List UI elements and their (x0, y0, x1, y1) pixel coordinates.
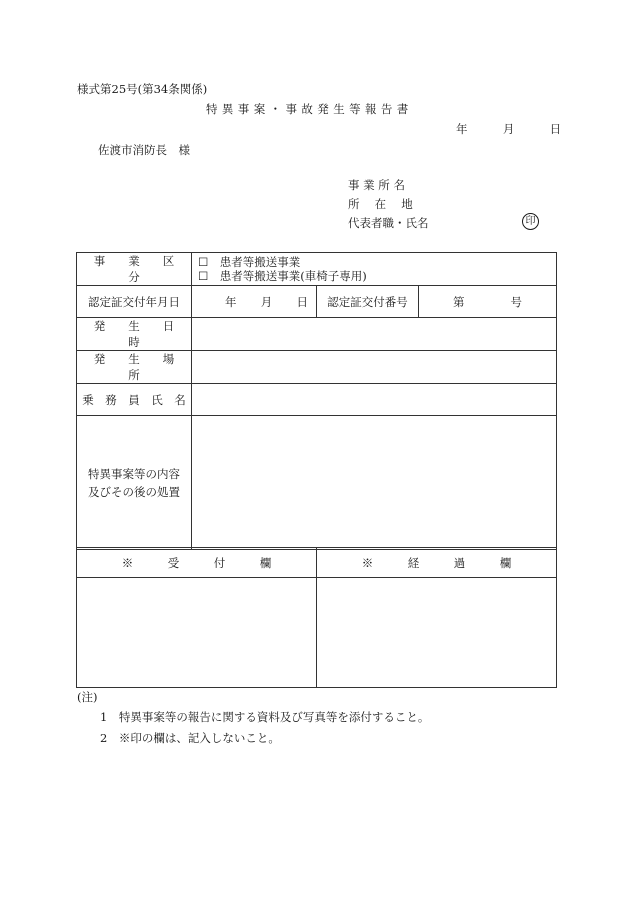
occurrence-datetime-label: 発 生 日 時 (77, 318, 192, 351)
details-label-line1: 特異事案等の内容 (88, 466, 180, 481)
details-field[interactable] (192, 416, 557, 550)
details-label-line2: 及びその後の処置 (88, 484, 180, 499)
business-category-row (77, 253, 557, 286)
details-label (77, 416, 192, 550)
certificate-row (77, 286, 557, 318)
seal-mark: 印 (522, 213, 539, 230)
cert-number-suffix: 号 (510, 294, 522, 309)
reception-label: ※ 受 付 欄 (77, 548, 317, 578)
certificate-date-label: 認定証交付年月日 (77, 286, 192, 318)
business-category-label: 事 業 区 分 (77, 253, 192, 286)
progress-field (317, 578, 557, 688)
certificate-number-field[interactable] (419, 286, 557, 318)
occurrence-place-row (77, 351, 557, 384)
certificate-number-label: 認定証交付番号 (317, 286, 419, 318)
crew-names-row (77, 384, 557, 416)
occurrence-datetime-row (77, 318, 557, 351)
cert-day: 日 (296, 294, 308, 309)
report-form-table (76, 252, 557, 550)
note-item: 1 特異事案等の報告に関する資料及び写真等を添付すること。 (100, 710, 430, 724)
representative-label: 代表者職・氏名 (348, 216, 429, 230)
reception-field (77, 578, 317, 688)
cert-number-prefix: 第 (453, 294, 465, 309)
occurrence-place-field[interactable] (192, 351, 557, 384)
option-patient-transport[interactable]: ☐ 患者等搬送事業 (198, 255, 301, 269)
document-title: 特異事案・事故発生等報告書 (206, 102, 413, 116)
progress-label: ※ 経 過 欄 (317, 548, 557, 578)
date-year: 年 (456, 122, 468, 136)
office-use-table (76, 547, 557, 688)
option-wheelchair-transport[interactable]: ☐ 患者等搬送事業(車椅子専用) (198, 269, 367, 283)
location-label: 所 在 地 (348, 197, 413, 211)
note-item: 2 ※印の欄は、記入しないこと。 (100, 731, 280, 745)
date-month: 月 (502, 122, 515, 136)
office-name-label: 事 業 所 名 (348, 178, 405, 192)
business-category-options (192, 253, 557, 286)
addressee: 佐渡市消防長 様 (98, 143, 190, 157)
report-date (456, 124, 561, 136)
notes-heading: (注) (77, 690, 98, 704)
occurrence-datetime-field[interactable] (192, 318, 557, 351)
occurrence-place-label: 発 生 場 所 (77, 351, 192, 384)
crew-names-field[interactable] (192, 384, 557, 416)
date-day: 日 (549, 122, 562, 136)
crew-names-label: 乗 務 員 氏 名 (77, 384, 192, 416)
cert-year: 年 (225, 294, 237, 309)
cert-month: 月 (260, 294, 273, 309)
certificate-date-field[interactable] (192, 286, 317, 318)
details-row (77, 416, 557, 550)
form-number: 様式第25号(第34条関係) (77, 82, 208, 96)
